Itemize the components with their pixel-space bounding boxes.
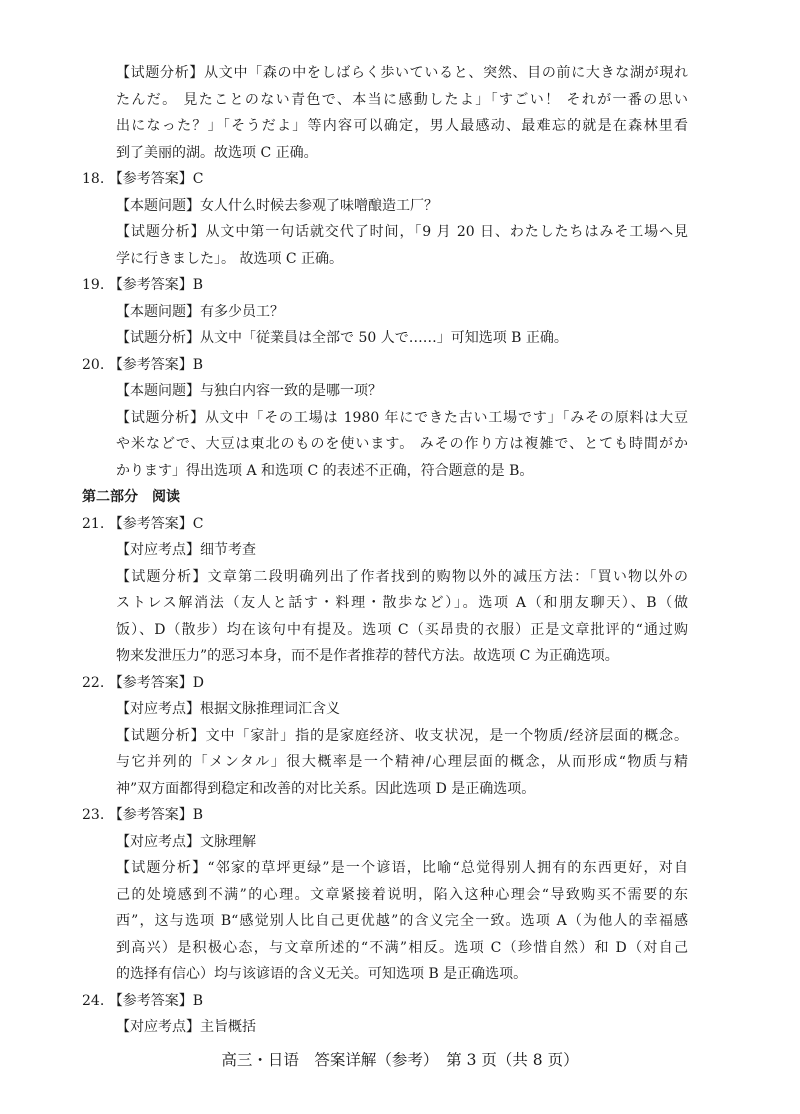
text-line: 的选择有信心）均与该谚语的含义无关。可知选项 B 是正确选项。 bbox=[116, 966, 528, 982]
text-line: 饭）、D（散步）均在该句中有提及。选项 C（买昂贵的衣服）正是文章批评的“通过购 bbox=[116, 622, 688, 638]
question-number: 18. 【参考答案】C bbox=[82, 171, 204, 187]
text-line: 【对应考点】根据文脉推理词汇含义 bbox=[116, 701, 340, 717]
text-line: や米などで、大豆は東北のものを使います。 みその作り方は複雑で、とても時間がか bbox=[116, 436, 688, 452]
text-line: 【试题分析】“邻家的草坪更绿”是一个谚语，比喻“总觉得别人拥有的东西更好，对自 bbox=[116, 860, 688, 876]
text-line: ストレス解消法（友人と話す・料理・散歩など）」。选项 A（和朋友聊天）、B（做 bbox=[116, 595, 688, 611]
text-line: 西”，这与选项 B“感觉别人比自己更优越”的含义完全一致。选项 A（为他人的幸福感 bbox=[116, 913, 688, 929]
question-number: 24. 【参考答案】B bbox=[82, 993, 204, 1009]
page-footer: 高三・日语 答案详解（参考） 第 3 页（共 8 页） bbox=[221, 1051, 579, 1069]
question-number: 21. 【参考答案】C bbox=[82, 516, 204, 532]
text-line: 到高兴）是积极心态，与文章所述的“不满”相反。选项 C（珍惜自然）和 D（对自己 bbox=[116, 940, 688, 956]
text-line: たんだ。 見たことのない青色で、本当に感動したよ」「すごい！ それが一番の思い bbox=[116, 92, 688, 108]
text-line: 【试题分析】从文中「従業員は全部で 50 人で……」可知选项 B 正确。 bbox=[116, 330, 568, 346]
text-line: 【本题问题】与独白内容一致的是哪一项？ bbox=[116, 383, 382, 399]
text-line: 【试题分析】从文中第一句话就交代了时间，「9 月 20 日、わたしたちはみそ工場へ見 bbox=[116, 224, 688, 240]
text-line: 神”双方面都得到稳定和改善的对比关系。因此选项 D 是正确选项。 bbox=[116, 781, 536, 797]
question-number: 23. 【参考答案】B bbox=[82, 807, 204, 823]
text-line: 【对应考点】主旨概括 bbox=[116, 1019, 256, 1035]
text-line: 【对应考点】文脉理解 bbox=[116, 834, 256, 850]
section-heading: 第二部分 阅读 bbox=[82, 489, 180, 505]
text-line: 【试题分析】从文中「森の中をしばらく歩いていると、突然、目の前に大きな湖が現れ bbox=[116, 65, 688, 81]
text-line: 【本题问题】女人什么时候去参观了味噌酿造工厂？ bbox=[116, 198, 438, 214]
question-number: 22. 【参考答案】D bbox=[82, 675, 204, 691]
text-line: 到了美丽的湖。故选项 C 正确。 bbox=[116, 145, 318, 161]
text-line: 出になった？」「そうだよ」等内容可以确定，男人最感动、最难忘的就是在森林里看 bbox=[116, 118, 688, 134]
text-line: 【试题分析】从文中「その工場は 1980 年にできた古い工場です」「みその原料は大豆 bbox=[116, 410, 688, 426]
text-line: 物来发泄压力”的恶习本身，而不是作者推荐的替代方法。故选项 C 为正确选项。 bbox=[116, 648, 619, 664]
text-line: かります」得出选项 A 和选项 C 的表述不正确，符合题意的是 B。 bbox=[116, 463, 534, 479]
text-line: 【试题分析】文章第二段明确列出了作者找到的购物以外的减压方法：「買い物以外の bbox=[116, 569, 688, 585]
text-line: 【对应考点】细节考查 bbox=[116, 542, 256, 558]
text-line: 【试题分析】文中「家計」指的是家庭经济、收支状况，是一个物质/经济层面的概念。 bbox=[116, 728, 688, 744]
text-line: 与它并列的「メンタル」很大概率是一个精神/心理层面的概念，从而形成“物质与精 bbox=[116, 754, 688, 770]
question-number: 19. 【参考答案】B bbox=[82, 277, 204, 293]
text-line: 己的处境感到不满”的心理。文章紧接着说明，陷入这种心理会“导致购买不需要的东 bbox=[116, 887, 688, 903]
text-line: 【本题问题】有多少员工？ bbox=[116, 304, 284, 320]
question-number: 20. 【参考答案】B bbox=[82, 357, 204, 373]
text-line: 学に行きました」。 故选项 C 正确。 bbox=[116, 251, 344, 267]
